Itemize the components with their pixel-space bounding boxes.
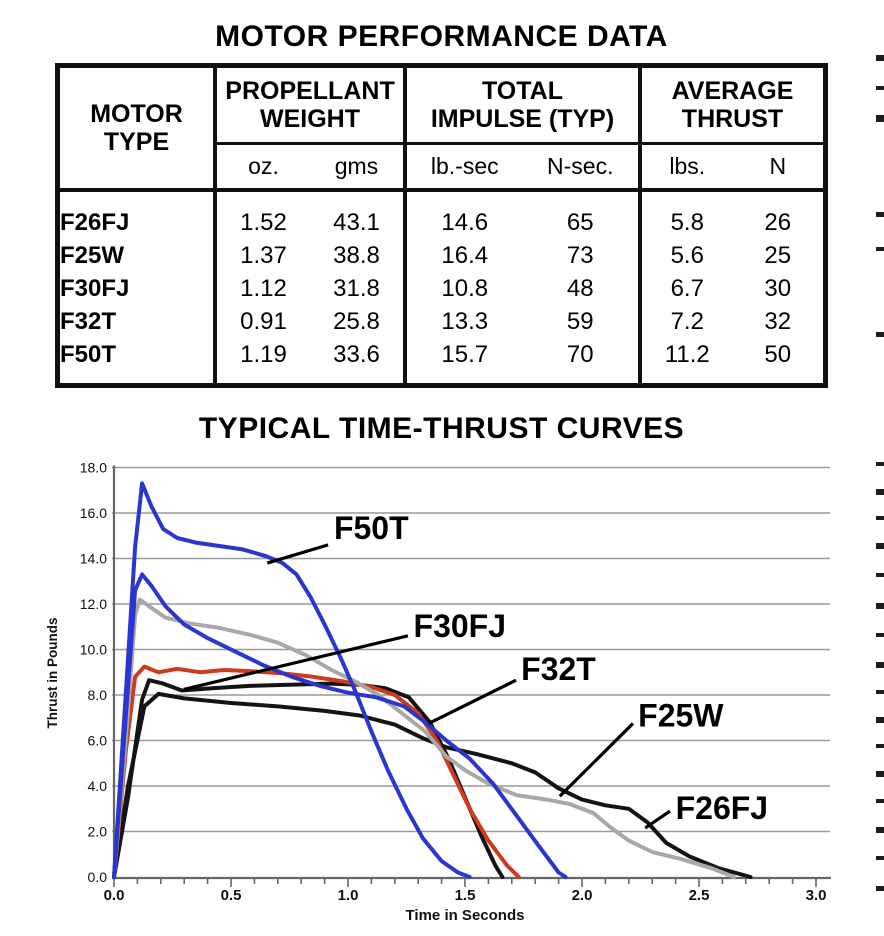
column-header: [638, 68, 823, 145]
table-row: [217, 206, 403, 239]
motor-name: F50T: [60, 341, 117, 368]
table-row: [642, 206, 823, 239]
unit-label: N: [769, 153, 787, 179]
value-cell: 50: [764, 341, 792, 368]
chart-title: TYPICAL TIME-THRUST CURVES: [198, 412, 685, 445]
value-cell: 33.6: [333, 341, 380, 368]
column-subheader: [213, 145, 403, 192]
curve-label-F30FJ: F30FJ: [413, 607, 507, 644]
y-tick-label: 14.0: [79, 550, 107, 567]
x-tick-label: 0.5: [220, 887, 242, 904]
edge-print-fragment: [876, 489, 884, 495]
x-axis-title: Time in Seconds: [405, 907, 525, 924]
header-line: WEIGHT: [260, 105, 360, 133]
edge-print-fragment: [876, 462, 884, 466]
annotation-pointer-line: [267, 545, 328, 563]
value-cell: 25: [764, 242, 792, 269]
value-cell: 1.19: [240, 341, 287, 368]
edge-print-fragment: [876, 827, 884, 833]
edge-print-fragment: [876, 799, 884, 803]
x-tick-label: 3.0: [805, 887, 827, 904]
value-cell: 70: [566, 341, 594, 368]
value-cell: 73: [566, 242, 594, 269]
edge-print-fragment: [876, 332, 884, 337]
x-tick-label: 0.0: [103, 887, 125, 904]
table-row: [642, 338, 823, 371]
curve-label-F50T: F50T: [333, 510, 409, 547]
value-cell: 26: [764, 209, 792, 236]
value-cell: 25.8: [333, 308, 380, 335]
value-cell: 11.2: [664, 341, 710, 368]
value-cell: 10.8: [441, 275, 489, 302]
header-line: PROPELLANT: [225, 77, 395, 105]
value-cell: 1.52: [240, 209, 287, 236]
value-cell: 5.6: [670, 242, 704, 269]
column-header: [403, 68, 638, 145]
edge-print-fragment: [876, 247, 884, 251]
table-row: [407, 239, 638, 272]
table-row: [217, 305, 403, 338]
unit-label: gms: [334, 153, 379, 179]
y-tick-label: 2.0: [87, 823, 107, 840]
header-line: TYPE: [103, 128, 170, 156]
y-tick-label: 18.0: [79, 459, 107, 476]
value-cell: 1.37: [240, 242, 287, 269]
edge-print-fragment: [876, 573, 884, 577]
y-tick-label: 8.0: [87, 687, 107, 703]
edge-print-fragment: [876, 516, 884, 520]
y-tick-label: 16.0: [79, 505, 107, 521]
edge-print-fragment: [876, 86, 884, 90]
value-cell: 13.3: [441, 308, 489, 335]
unit-label: oz.: [248, 153, 279, 179]
header-line: IMPULSE (TYP): [430, 105, 615, 133]
value-cell: 43.1: [333, 209, 380, 236]
table-row: [407, 206, 638, 239]
column-subheader: [403, 145, 638, 192]
annotation-pointer-line: [645, 811, 670, 828]
edge-print-fragment: [876, 543, 884, 549]
y-tick-label: 10.0: [79, 641, 107, 658]
value-cell: 65: [566, 209, 594, 236]
motor-name: F26FJ: [60, 209, 130, 236]
value-cell: 5.8: [670, 209, 704, 236]
edge-print-fragment: [876, 115, 884, 122]
y-tick-label: 12.0: [79, 596, 107, 612]
x-tick-label: 2.0: [571, 887, 593, 904]
edge-print-fragment: [876, 744, 884, 748]
unit-label: N-sec.: [547, 153, 614, 179]
unit-label: lbs.: [669, 153, 706, 179]
value-cell: 59: [566, 308, 594, 335]
column-header: [213, 68, 403, 145]
edge-print-fragment: [876, 856, 884, 860]
table-row: [217, 239, 403, 272]
y-tick-label: 6.0: [87, 732, 107, 749]
table-row: [642, 305, 823, 338]
edge-print-fragment: [876, 886, 884, 891]
value-cell: 38.8: [333, 242, 380, 269]
time-thrust-chart: [0, 415, 884, 936]
header-line: MOTOR: [90, 100, 183, 128]
data-column: [638, 192, 823, 383]
y-axis-title: Thrust in Pounds: [45, 617, 60, 729]
edge-print-fragment: [876, 603, 884, 609]
annotation-pointer-line: [429, 680, 516, 723]
table-title: MOTOR PERFORMANCE DATA: [215, 20, 668, 53]
value-cell: 15.7: [441, 341, 489, 368]
value-cell: 16.4: [441, 242, 489, 269]
edge-print-fragment: [876, 771, 884, 777]
table-row: [217, 338, 403, 371]
edge-print-fragment: [876, 662, 884, 668]
value-cell: 48: [566, 275, 594, 302]
edge-print-fragment: [876, 717, 884, 723]
table-row: [642, 239, 823, 272]
edge-print-fragment: [876, 212, 884, 217]
curve-F50T: [114, 483, 470, 877]
value-cell: 31.8: [333, 275, 380, 302]
header-line: AVERAGE: [671, 77, 794, 105]
table-row: [407, 305, 638, 338]
header-line: TOTAL: [481, 77, 563, 105]
value-cell: 14.6: [441, 209, 489, 236]
unit-label: lb.-sec: [430, 153, 499, 179]
data-column: [403, 192, 638, 383]
performance-table: [55, 63, 828, 388]
table-row: [217, 272, 403, 305]
data-column: [213, 192, 403, 383]
y-tick-label: 4.0: [87, 778, 107, 794]
value-cell: 32: [764, 308, 792, 335]
table-row: [642, 272, 823, 305]
motor-name: F25W: [60, 242, 125, 269]
value-cell: 1.12: [240, 275, 287, 302]
x-tick-label: 1.5: [454, 887, 476, 904]
value-cell: 6.7: [670, 275, 704, 302]
column-subheader: [638, 145, 823, 192]
value-cell: 7.2: [670, 308, 704, 335]
motor-name-column: [60, 192, 213, 383]
column-header-motor-type: [60, 68, 213, 192]
curve-label-F26FJ: F26FJ: [675, 789, 769, 826]
motor-name: F30FJ: [60, 275, 130, 302]
header-line: THRUST: [681, 105, 784, 133]
y-tick-label: 0.0: [87, 869, 107, 885]
edge-print-fragment: [876, 690, 884, 694]
curve-label-F32T: F32T: [521, 651, 596, 688]
motor-name: F32T: [60, 308, 117, 335]
table-row: [407, 338, 638, 371]
curve-label-F25W: F25W: [638, 697, 724, 734]
value-cell: 0.91: [240, 308, 287, 335]
table-row: [407, 272, 638, 305]
edge-print-fragment: [876, 55, 884, 61]
value-cell: 30: [764, 275, 792, 302]
x-tick-label: 1.0: [337, 887, 359, 904]
x-tick-label: 2.5: [688, 887, 710, 904]
edge-print-fragment: [876, 633, 884, 637]
